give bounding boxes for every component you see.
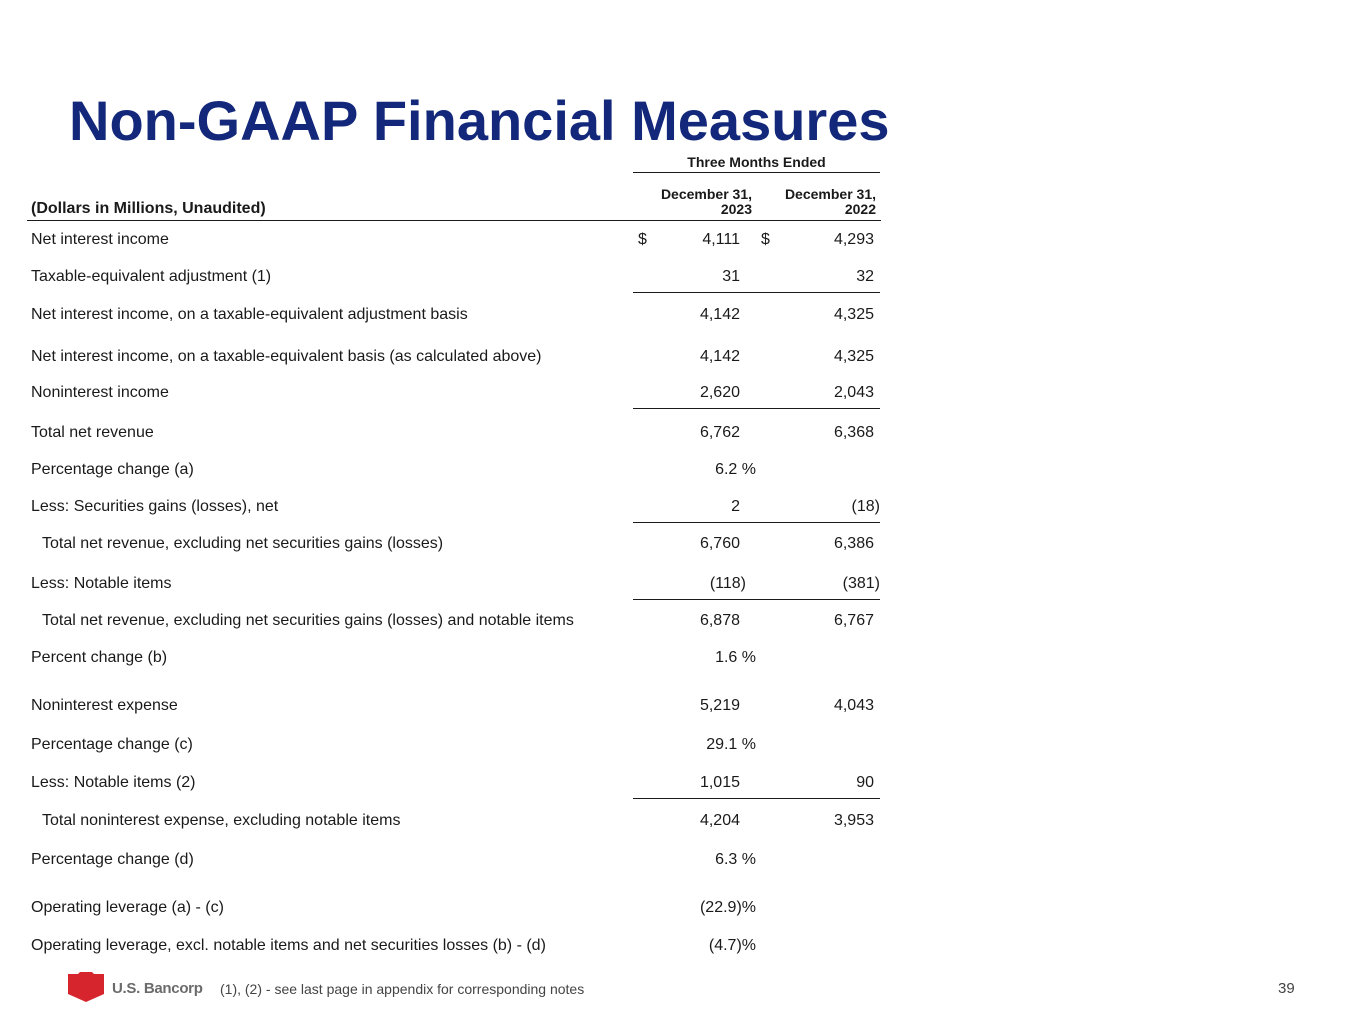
page-title: Non-GAAP Financial Measures — [69, 89, 890, 152]
column-header-2023-line1: December 31, — [660, 186, 752, 202]
value-2022: 3,953 — [833, 812, 874, 829]
row-label: Percentage change (a) — [31, 461, 194, 478]
column-group-header: Three Months Ended — [633, 154, 880, 173]
value-2023: 6,762 — [699, 424, 740, 441]
table-row — [27, 345, 881, 369]
subtotal-rule — [633, 522, 880, 523]
value-2022: 6,368 — [833, 424, 874, 441]
percent-value-2023: 1.6 % — [715, 649, 756, 666]
table-row — [27, 303, 881, 327]
column-header-2022-line1: December 31, — [784, 186, 876, 202]
value-2022: (18) — [851, 498, 880, 515]
percent-value-2023: (22.9)% — [699, 899, 756, 916]
subtotal-rule — [633, 798, 880, 799]
value-2023: 5,219 — [699, 697, 740, 714]
table-row — [27, 646, 881, 670]
row-label: Percentage change (d) — [31, 851, 194, 868]
row-label: Less: Securities gains (losses), net — [31, 498, 279, 515]
value-2022: 4,043 — [833, 697, 874, 714]
column-header-2023-line2: 2023 — [720, 201, 752, 217]
value-2022: (381) — [842, 575, 880, 592]
percent-value-2023: 29.1 % — [706, 736, 756, 753]
row-label: Less: Notable items (2) — [31, 774, 196, 791]
value-2023: 2,620 — [699, 384, 740, 401]
value-2022: 32 — [856, 268, 874, 285]
table-row — [27, 572, 881, 596]
table-row — [27, 421, 881, 445]
subtotal-rule — [633, 599, 880, 600]
row-label: Total noninterest expense, excluding notable items — [42, 812, 401, 829]
row-label: Total net revenue, excluding net securities gains (losses) — [42, 535, 444, 552]
row-label: Noninterest expense — [31, 697, 178, 714]
table-row — [27, 934, 881, 958]
table-row — [27, 265, 881, 289]
table-row — [27, 381, 881, 405]
row-label: Percent change (b) — [31, 649, 168, 666]
value-2023: 6,878 — [699, 612, 740, 629]
value-2023: 6,760 — [699, 535, 740, 552]
value-2023: 4,111 — [702, 231, 740, 248]
table-row — [27, 848, 881, 872]
row-label: Operating leverage (a) - (c) — [31, 899, 224, 916]
value-2022: 4,325 — [833, 348, 874, 365]
table-row — [27, 532, 881, 556]
column-header-2023 — [633, 187, 752, 217]
value-2023: 4,142 — [699, 306, 740, 323]
percent-value-2023: (4.7)% — [708, 937, 756, 954]
row-label: Total net revenue, excluding net securities gains (losses) and notable items — [42, 612, 574, 629]
table-row — [27, 609, 881, 633]
row-label: Percentage change (c) — [31, 736, 193, 753]
value-2022: 2,043 — [833, 384, 874, 401]
row-label: Less: Notable items — [31, 575, 172, 592]
column-header-2022-line2: 2022 — [844, 201, 876, 217]
header-rule — [27, 220, 881, 221]
table-row — [27, 733, 881, 757]
percent-value-2023: 6.2 % — [715, 461, 756, 478]
row-label: Net interest income — [31, 231, 169, 248]
value-2022: 4,325 — [833, 306, 874, 323]
value-2022: 6,767 — [833, 612, 874, 629]
currency-symbol: $ — [761, 231, 770, 248]
subtotal-rule — [633, 408, 880, 409]
row-label: Operating leverage, excl. notable items and net securities losses (b) - (d) — [31, 937, 546, 954]
value-2023: 31 — [722, 268, 740, 285]
page-number: 39 — [1278, 980, 1295, 997]
table-row — [27, 458, 881, 482]
value-2023: 2 — [731, 498, 740, 515]
value-2022: 6,386 — [833, 535, 874, 552]
table-row — [27, 694, 881, 718]
table-label-header: (Dollars in Millions, Unaudited) — [31, 200, 266, 217]
table-row — [27, 228, 881, 252]
value-2023: 4,204 — [699, 812, 740, 829]
row-label: Total net revenue — [31, 424, 154, 441]
value-2023: (118) — [709, 575, 746, 592]
row-label: Net interest income, on a taxable-equivalent adjustment basis — [31, 306, 468, 323]
percent-value-2023: 6.3 % — [715, 851, 756, 868]
value-2022: 4,293 — [833, 231, 874, 248]
table-row — [27, 809, 881, 833]
column-header-2022 — [757, 187, 876, 217]
row-label: Net interest income, on a taxable-equivalent basis (as calculated above) — [31, 348, 542, 365]
value-2023: 1,015 — [699, 774, 740, 791]
subtotal-rule — [633, 292, 880, 293]
brand-name: U.S. Bancorp — [112, 980, 203, 997]
us-bancorp-shield-icon — [68, 972, 104, 1002]
footnote: (1), (2) - see last page in appendix for corresponding notes — [220, 981, 585, 997]
row-label: Taxable-equivalent adjustment (1) — [31, 268, 272, 285]
value-2023: 4,142 — [699, 348, 740, 365]
row-label: Noninterest income — [31, 384, 169, 401]
table-row — [27, 495, 881, 519]
currency-symbol: $ — [638, 231, 647, 248]
table-row — [27, 896, 881, 920]
value-2022: 90 — [856, 774, 874, 791]
table-row — [27, 771, 881, 795]
